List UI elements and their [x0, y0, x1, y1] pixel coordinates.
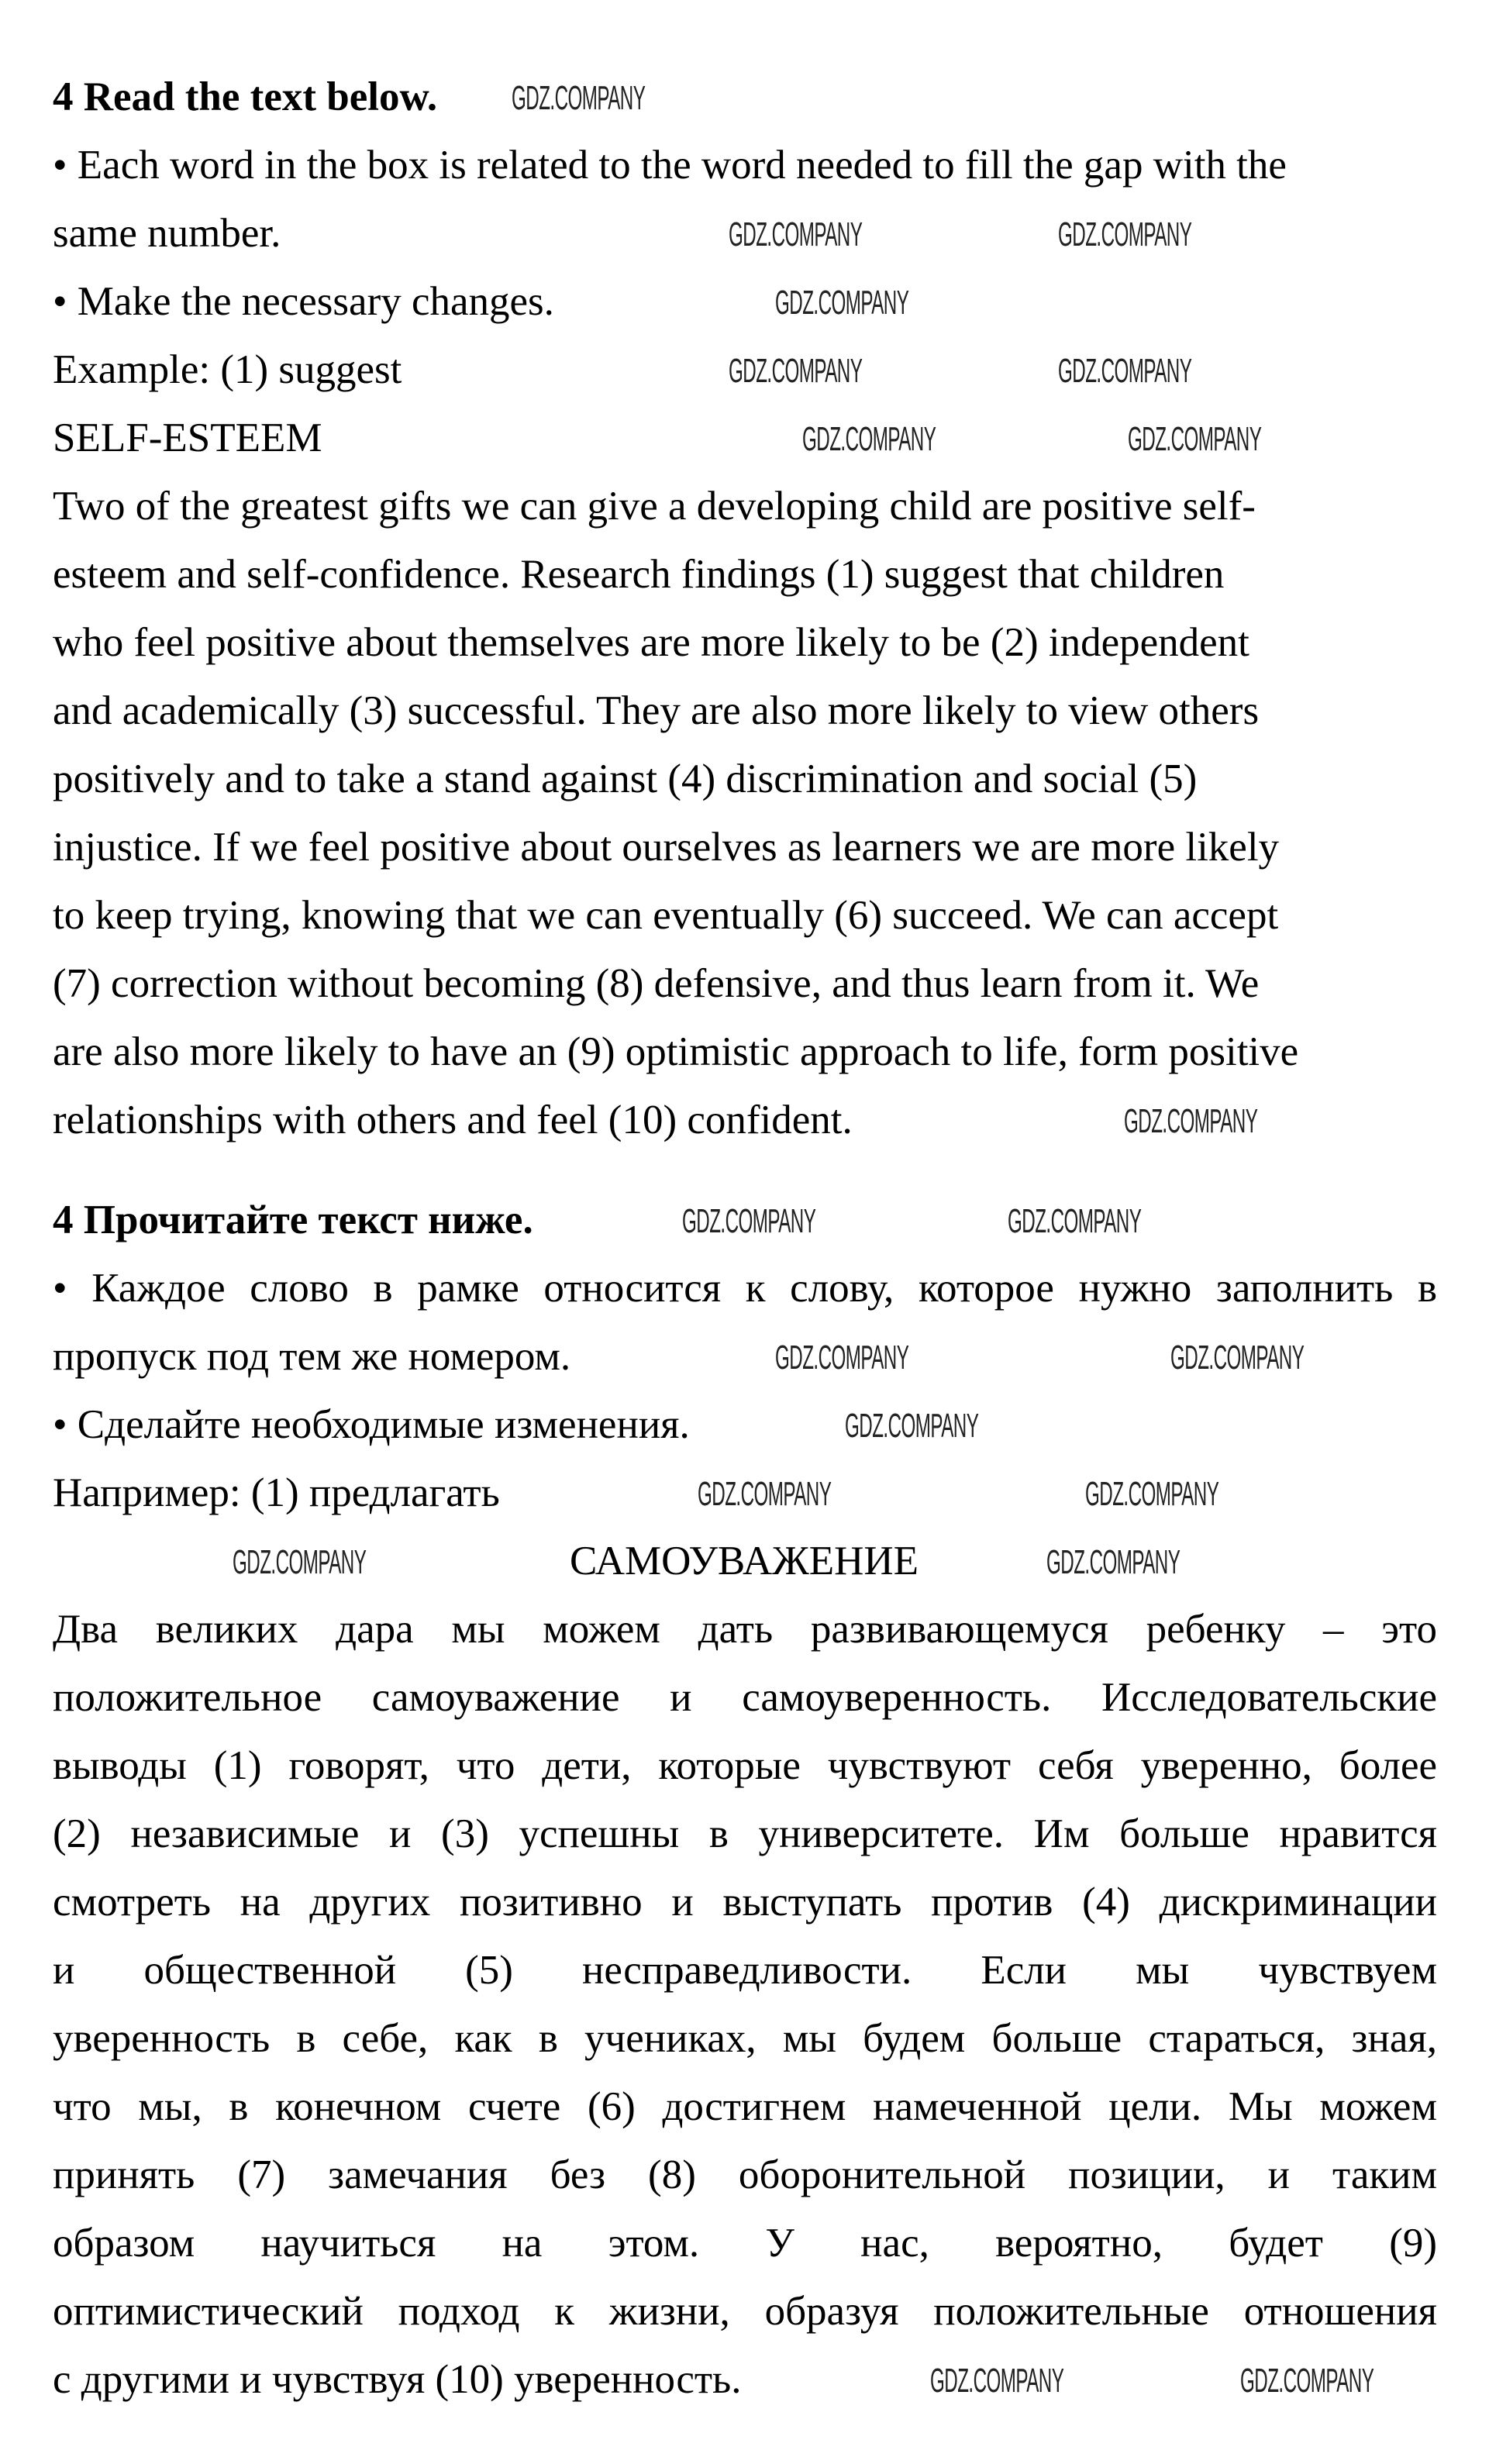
- russian-title: САМОУВАЖЕНИЕ: [569, 1539, 919, 1584]
- english-text-line: who feel positive about themselves are more likely to be (2) independent: [53, 620, 1249, 665]
- russian-text-line: Два великих дара мы можем дать развивающемуся ребенку – это: [53, 1607, 1437, 1652]
- watermark: GDZ.COMPANY: [729, 352, 863, 390]
- english-text-line: relationships with others and feel (10) confident.: [53, 1098, 853, 1142]
- russian-text-line: смотреть на других позитивно и выступать против (4) дискриминации: [53, 1880, 1437, 1925]
- english-text-line: Example: (1) suggest: [53, 347, 402, 392]
- russian-text-line: принять (7) замечания без (8) оборонительной позиции, и таким: [53, 2152, 1437, 2197]
- english-text-line: and academically (3) successful. They are also more likely to view others: [53, 688, 1260, 733]
- watermark: GDZ.COMPANY: [682, 1202, 816, 1240]
- watermark: GDZ.COMPANY: [1046, 1543, 1181, 1581]
- english-text-line: are also more likely to have an (9) optimistic approach to life, form positive: [53, 1029, 1299, 1074]
- russian-text-line: что мы, в конечном счете (6) достигнем намеченной цели. Мы можем: [53, 2084, 1437, 2129]
- watermark: GDZ.COMPANY: [930, 2362, 1064, 2400]
- russian-text-line: • Каждое слово в рамке относится к слову, которое нужно заполнить в: [53, 1266, 1437, 1311]
- watermark: GDZ.COMPANY: [802, 420, 936, 458]
- watermark: GDZ.COMPANY: [775, 284, 909, 322]
- watermark: GDZ.COMPANY: [233, 1543, 367, 1581]
- watermark: GDZ.COMPANY: [845, 1407, 979, 1445]
- watermark: GDZ.COMPANY: [1058, 215, 1192, 253]
- watermark: GDZ.COMPANY: [1124, 1102, 1258, 1140]
- watermark: GDZ.COMPANY: [1058, 352, 1192, 390]
- russian-text-line: пропуск под тем же номером.: [53, 1334, 571, 1379]
- russian-text-line: и общественной (5) несправедливости. Если мы чувствуем: [53, 1948, 1437, 1993]
- english-text-line: injustice. If we feel positive about ourselves as learners we are more likely: [53, 825, 1280, 870]
- english-text-line: to keep trying, knowing that we can eventually (6) succeed. We can accept: [53, 893, 1279, 938]
- english-heading: 4 Read the text below.: [53, 74, 438, 119]
- watermark: GDZ.COMPANY: [1008, 1202, 1142, 1240]
- russian-text-line: Например: (1) предлагать: [53, 1470, 500, 1515]
- watermark: GDZ.COMPANY: [1085, 1475, 1219, 1513]
- english-text-line: • Each word in the box is related to the word needed to fill the gap with the: [53, 143, 1287, 188]
- english-text-line: SELF-ESTEEM: [53, 415, 322, 460]
- watermark: GDZ.COMPANY: [1128, 420, 1262, 458]
- russian-text-line: оптимистический подход к жизни, образуя положительные отношения: [53, 2289, 1437, 2334]
- russian-text-line: уверенность в себе, как в учениках, мы будем больше стараться, зная,: [53, 2016, 1437, 2061]
- russian-text-line: выводы (1) говорят, что дети, которые чувствуют себя уверенно, более: [53, 1743, 1437, 1788]
- russian-text-line: с другими и чувствуя (10) уверенность.: [53, 2357, 742, 2402]
- english-text-line: esteem and self-confidence. Research findings (1) suggest that children: [53, 552, 1225, 597]
- russian-text-line: положительное самоуважение и самоуверенность. Исследовательские: [53, 1675, 1437, 1720]
- watermark: GDZ.COMPANY: [775, 1339, 909, 1377]
- english-text-line: (7) correction without becoming (8) defensive, and thus learn from it. We: [53, 961, 1260, 1006]
- watermark: GDZ.COMPANY: [698, 1475, 832, 1513]
- english-text-line: same number.: [53, 211, 281, 256]
- russian-text-line: образом научиться на этом. У нас, вероятно, будет (9): [53, 2221, 1437, 2266]
- russian-text-line: (2) независимые и (3) успешны в университете. Им больше нравится: [53, 1811, 1437, 1856]
- english-text-line: Two of the greatest gifts we can give a developing child are positive self-: [53, 484, 1256, 529]
- russian-text-line: • Сделайте необходимые изменения.: [53, 1402, 690, 1447]
- watermark: GDZ.COMPANY: [1240, 2362, 1374, 2400]
- english-text-line: positively and to take a stand against (4) discrimination and social (5): [53, 756, 1198, 801]
- russian-heading: 4 Прочитайте текст ниже.: [53, 1198, 533, 1242]
- watermark: GDZ.COMPANY: [729, 215, 863, 253]
- watermark: GDZ.COMPANY: [512, 79, 646, 117]
- english-text-line: • Make the necessary changes.: [53, 279, 554, 324]
- watermark: GDZ.COMPANY: [1170, 1339, 1305, 1377]
